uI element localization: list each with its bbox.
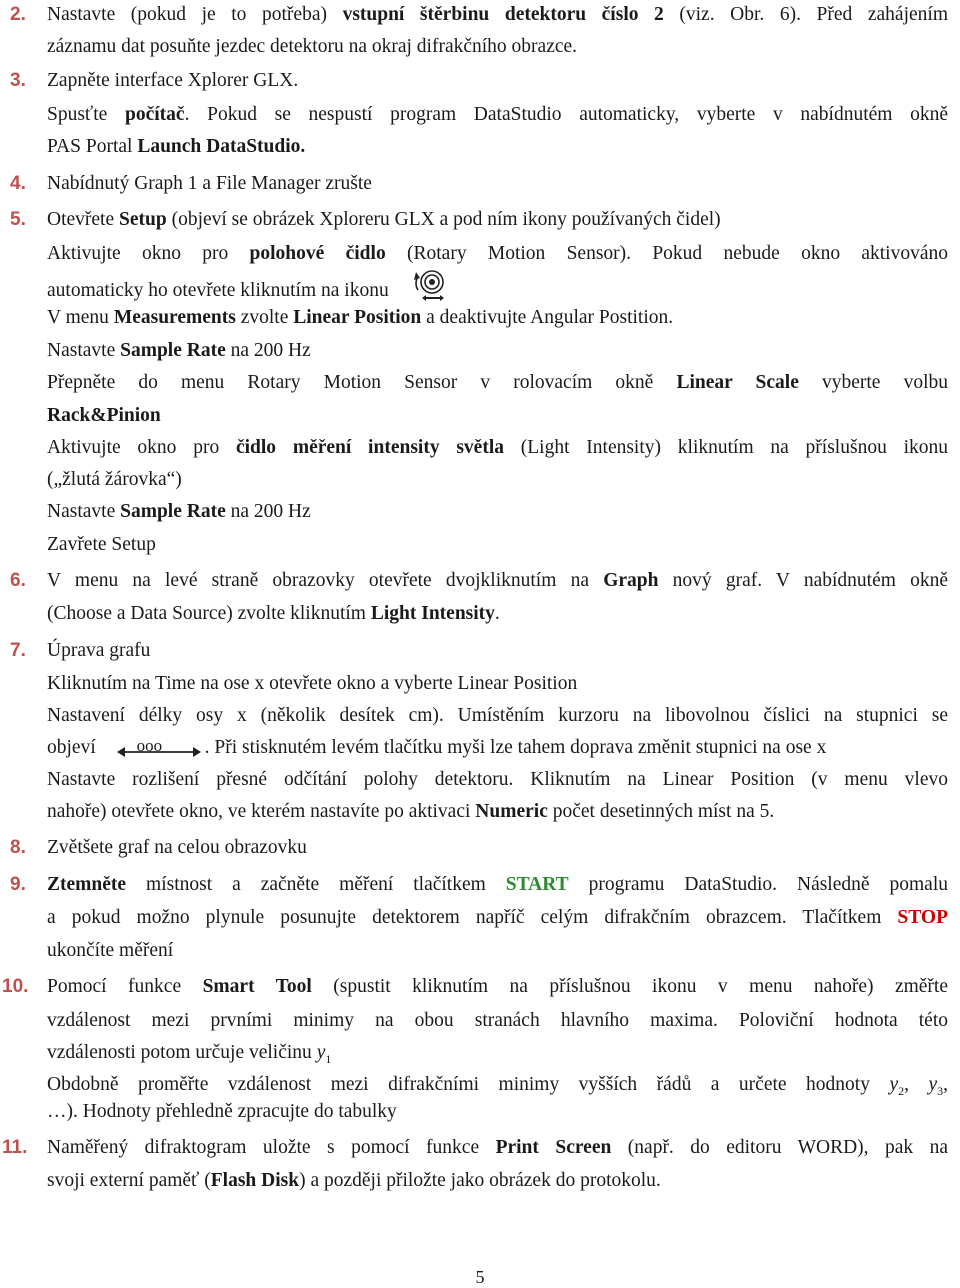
text: a pokud možno plynule posunujte detektorem napříč celým difrakčním obrazcem. Tlačítkem bbox=[47, 907, 898, 928]
step-number-10: 10. bbox=[2, 976, 29, 997]
step-10-line-3 bbox=[47, 1041, 948, 1071]
text: Přepněte do menu Rotary Motion Sensor v rolovacím okně bbox=[47, 372, 677, 393]
step-number-9: 9. bbox=[10, 874, 26, 895]
text: Aktivujte okno pro bbox=[47, 243, 250, 264]
step-number-4: 4. bbox=[10, 173, 26, 194]
step-7-line-5: Nastavte rozlišení přesné odčítání polohy detektoru. Kliknutím na Linear Position (v menu vlevo bbox=[47, 769, 948, 790]
step-5-line-5 bbox=[47, 339, 948, 363]
step-10-line-2: vzdálenost mezi prvními minimy na obou stranách hlavního maxima. Poloviční hodnota této bbox=[47, 1010, 948, 1031]
bold-text: Smart Tool bbox=[202, 976, 312, 997]
bold-text: počítač bbox=[125, 104, 185, 125]
bold-text: Launch DataStudio. bbox=[137, 136, 306, 157]
text: Aktivujte okno pro bbox=[47, 437, 236, 458]
text: objeví bbox=[47, 737, 96, 758]
bold-text: Measurements bbox=[113, 307, 236, 328]
text: , bbox=[943, 1074, 948, 1095]
step-11-line-2 bbox=[47, 1169, 948, 1193]
bold-text: Sample Rate bbox=[120, 340, 226, 361]
step-5-line-11: Zavřete Setup bbox=[47, 534, 156, 555]
step-3-line-2 bbox=[47, 103, 948, 127]
step-9-line-3: ukončíte měření bbox=[47, 940, 174, 961]
text: . bbox=[494, 603, 500, 624]
step-2-line-2: záznamu dat posuňte jezdec detektoru na okraj difrakčního obrazce. bbox=[47, 36, 578, 57]
text: (viz. Obr. 6). Před zahájením bbox=[663, 4, 948, 25]
bold-text: Rack&Pinion bbox=[47, 405, 161, 426]
step-number-2: 2. bbox=[10, 4, 26, 25]
bold-text: Ztemněte bbox=[47, 874, 127, 895]
step-5-line-3 bbox=[47, 274, 948, 309]
text: Pomocí funkce bbox=[47, 976, 203, 997]
text: a deaktivujte Angular Postition. bbox=[421, 307, 674, 328]
text: (Choose a Data Source) zvolte kliknutím bbox=[47, 603, 371, 624]
text: na 200 Hz bbox=[225, 340, 311, 361]
text: (např. do editoru WORD), pak na bbox=[611, 1137, 949, 1158]
text: vzdálenosti potom určuje veličinu bbox=[47, 1042, 317, 1063]
step-10-line-4 bbox=[47, 1073, 948, 1103]
step-7-line-4 bbox=[47, 736, 948, 760]
step-number-8: 8. bbox=[10, 837, 26, 858]
text: PAS Portal bbox=[47, 136, 138, 157]
text: Naměřený difraktogram uložte s pomocí funkce bbox=[47, 1137, 496, 1158]
step-4-line-1: Nabídnutý Graph 1 a File Manager zrušte bbox=[47, 173, 372, 194]
text: automaticky ho otevřete kliknutím na ikonu bbox=[47, 279, 389, 301]
step-8-line-1: Zvětšete graf na celou obrazovku bbox=[47, 837, 307, 858]
text: . Pokud se nespustí program DataStudio automaticky, vyberte v nabídnutém okně bbox=[184, 104, 948, 125]
bold-text: Print Screen bbox=[495, 1137, 612, 1158]
step-6-line-1 bbox=[47, 569, 948, 593]
step-5-line-2 bbox=[47, 242, 948, 266]
subscript: 3 bbox=[937, 1083, 944, 1098]
text: Nastavte bbox=[47, 501, 121, 522]
text: V menu bbox=[47, 307, 114, 328]
text: Otevřete bbox=[47, 209, 120, 230]
variable-y: y bbox=[889, 1074, 899, 1095]
step-7-line-6 bbox=[47, 800, 948, 824]
bold-text: Linear Scale bbox=[676, 372, 799, 393]
text: počet desetinných míst na 5. bbox=[547, 801, 775, 822]
bold-text: Light Intensity bbox=[370, 603, 495, 624]
text: Spusťte bbox=[47, 104, 125, 125]
text: svoji externí paměť ( bbox=[47, 1170, 211, 1191]
step-number-6: 6. bbox=[10, 570, 26, 591]
text: Obdobně proměřte vzdálenost mezi difrakčními minimy vyšších řádů a určete hodnoty bbox=[47, 1074, 890, 1095]
text: V menu na levé straně obrazovky otevřete dvojkliknutím na bbox=[47, 570, 604, 591]
step-9-line-2 bbox=[47, 906, 948, 930]
step-5-line-4 bbox=[47, 306, 948, 330]
variable-y: y bbox=[928, 1074, 938, 1095]
text: vyberte volbu bbox=[798, 372, 948, 393]
text: na 200 Hz bbox=[225, 501, 311, 522]
step-6-line-2 bbox=[47, 602, 948, 626]
text: ) a později přiložte jako obrázek do protokolu. bbox=[299, 1170, 661, 1191]
text: , bbox=[904, 1074, 929, 1095]
subscript: 2 bbox=[898, 1083, 905, 1098]
bold-text: Numeric bbox=[475, 801, 548, 822]
variable-y: y bbox=[316, 1042, 326, 1063]
step-3-line-3 bbox=[47, 135, 948, 159]
step-3-line-1: Zapněte interface Xplorer GLX. bbox=[47, 70, 299, 91]
text: nahoře) otevřete okno, ve kterém nastavíte po aktivaci bbox=[47, 801, 476, 822]
bold-text: vstupní štěrbinu detektoru číslo 2 bbox=[342, 4, 664, 25]
text: Nastavte bbox=[47, 340, 121, 361]
text: místnost a začněte měření tlačítkem bbox=[126, 874, 506, 895]
step-5-line-9: („žlutá žárovka“) bbox=[47, 469, 182, 490]
text: programu DataStudio. Následně pomalu bbox=[568, 874, 948, 895]
text: (Light Intensity) kliknutím na příslušnou ikonu bbox=[504, 437, 949, 458]
step-5-line-6 bbox=[47, 371, 948, 395]
step-5-line-10 bbox=[47, 500, 948, 524]
text: (objeví se obrázek Xploreru GLX a pod ním ikony používaných čidel) bbox=[166, 209, 721, 230]
step-5-line-8 bbox=[47, 436, 948, 460]
step-9-line-1 bbox=[47, 873, 948, 897]
step-10-line-1 bbox=[47, 975, 948, 999]
step-5-line-1 bbox=[47, 208, 948, 232]
step-5-line-7 bbox=[47, 404, 948, 428]
bold-text: Linear Position bbox=[293, 307, 422, 328]
text: (Rotary Motion Sensor). Pokud nebude okno aktivováno bbox=[385, 243, 949, 264]
step-10-line-5: …). Hodnoty přehledně zpracujte do tabulky bbox=[47, 1101, 397, 1122]
step-11-line-1 bbox=[47, 1136, 948, 1160]
step-2-line-1 bbox=[47, 3, 948, 27]
page-number: 5 bbox=[475, 1267, 485, 1287]
step-number-7: 7. bbox=[10, 640, 26, 661]
text: (spustit kliknutím na příslušnou ikonu v menu nahoře) změřte bbox=[311, 976, 948, 997]
bold-text: Graph bbox=[603, 570, 659, 591]
step-7-line-2: Kliknutím na Time na ose x otevřete okno a vyberte Linear Position bbox=[47, 673, 578, 694]
bold-text: Sample Rate bbox=[120, 501, 226, 522]
text: Nastavte (pokud je to potřeba) bbox=[47, 4, 343, 25]
step-number-5: 5. bbox=[10, 209, 26, 230]
text: nový graf. V nabídnutém okně bbox=[658, 570, 948, 591]
step-number-3: 3. bbox=[10, 70, 26, 91]
subscript: 1 bbox=[325, 1051, 332, 1066]
bold-text: Setup bbox=[119, 209, 167, 230]
bold-text: Flash Disk bbox=[210, 1170, 300, 1191]
double-arrow-icon[interactable] bbox=[115, 735, 203, 760]
start-label: START bbox=[505, 874, 569, 895]
ooo-label: ooo bbox=[136, 735, 163, 755]
step-7-line-3: Nastavení délky osy x (několik desítek cm). Umístěním kurzoru na libovolnou číslici na stupnici se bbox=[47, 705, 948, 726]
text: zvolte bbox=[235, 307, 294, 328]
text: . Při stisknutém levém tlačítku myši lze tahem doprava změnit stupnici na ose x bbox=[204, 737, 827, 758]
step-number-11: 11. bbox=[2, 1137, 28, 1158]
rotary-motion-sensor-icon[interactable] bbox=[410, 268, 450, 309]
step-7-line-1: Úprava grafu bbox=[47, 640, 151, 661]
bold-text: polohové čidlo bbox=[249, 243, 386, 264]
bold-text: čidlo měření intensity světla bbox=[235, 437, 504, 458]
stop-label: STOP bbox=[897, 907, 948, 928]
